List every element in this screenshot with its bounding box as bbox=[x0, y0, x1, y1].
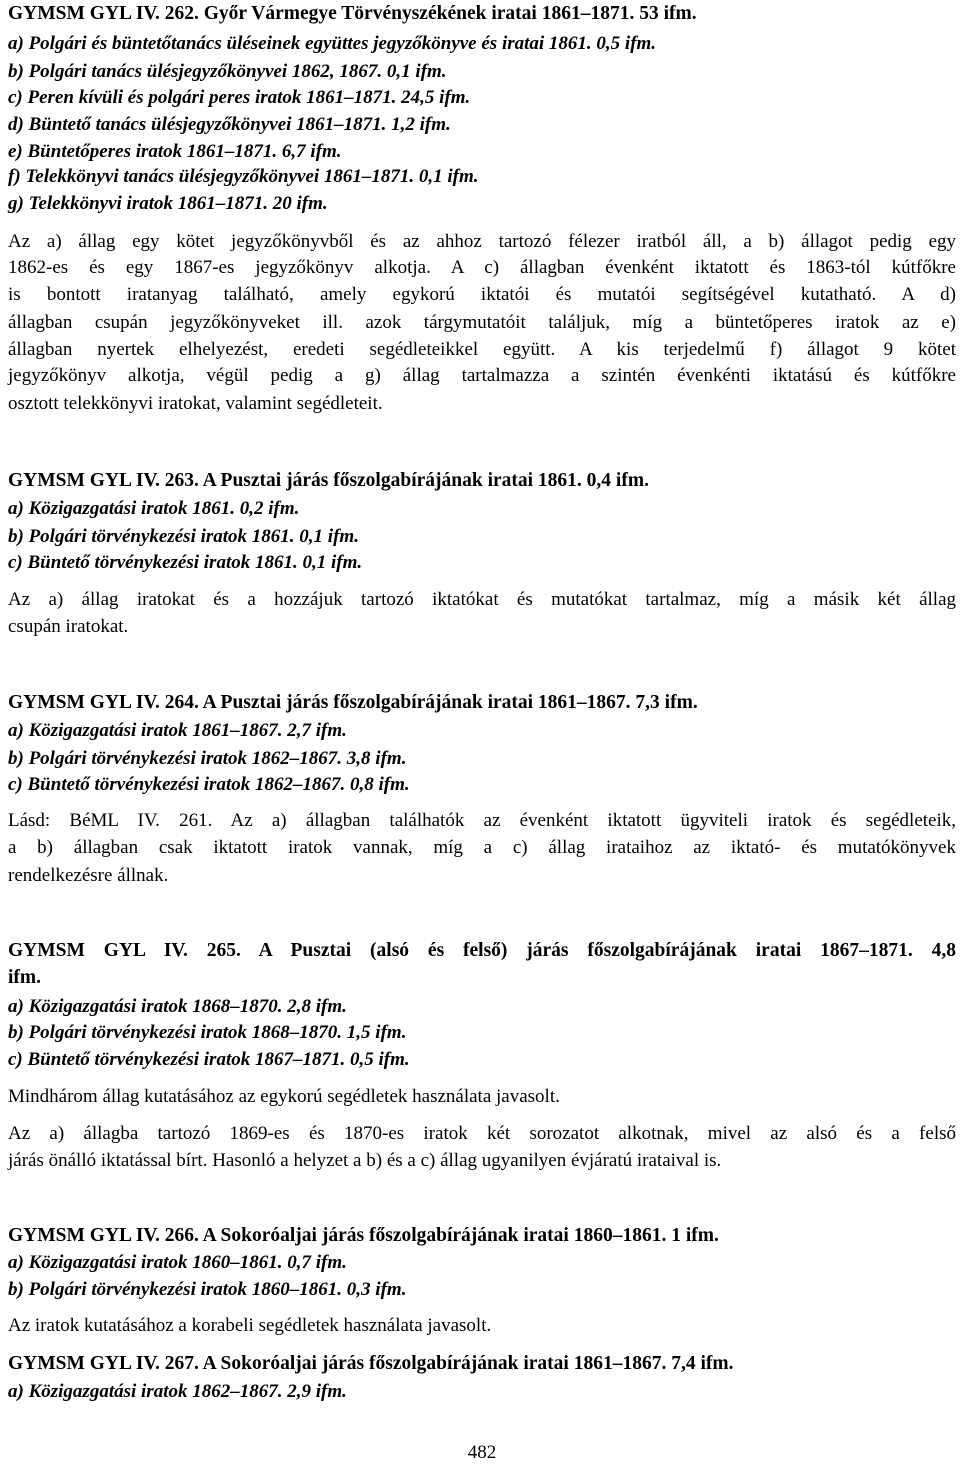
section-266-note: Az iratok kutatásához a korabeli segédletek használata javasolt. bbox=[8, 1315, 492, 1336]
section-264-heading: GYMSM GYL IV. 264. A Pusztai járás főszolgabírájának iratai 1861–1867. 7,3 ifm. bbox=[8, 692, 698, 713]
section-262-paragraph-line: állagban csupán jegyzőkönyveket ill. azok tárgymutatóit találjuk, míg a büntetőperes iratok az e) bbox=[8, 312, 956, 333]
section-265-item-a: a) Közigazgatási iratok 1868–1870. 2,8 ifm. bbox=[8, 996, 347, 1017]
section-262-item-b: b) Polgári tanács ülésjegyzőkönyvei 1862, 1867. 0,1 ifm. bbox=[8, 61, 447, 82]
section-266-heading: GYMSM GYL IV. 266. A Sokoróaljai járás főszolgabírájának iratai 1860–1861. 1 ifm. bbox=[8, 1225, 719, 1246]
section-262-item-g: g) Telekkönyvi iratok 1861–1871. 20 ifm. bbox=[8, 193, 328, 214]
section-262-item-f: f) Telekkönyvi tanács ülésjegyzőkönyvei 1861–1871. 0,1 ifm. bbox=[8, 166, 479, 187]
section-263-paragraph-line: Az a) állag iratokat és a hozzájuk tartozó iktatókat és mutatókat tartalmaz, míg a másik két állag bbox=[8, 589, 956, 610]
section-264-paragraph-line: Lásd: BéML IV. 261. Az a) állagban találhatók az évenként iktatott ügyviteli iratok és segédleteik, bbox=[8, 810, 956, 831]
section-265-heading: GYMSM GYL IV. 265. A Pusztai (alsó és felső) járás főszolgabírájának iratai 1867–1871. 4,8 bbox=[8, 940, 956, 961]
section-262-item-e: e) Büntetőperes iratok 1861–1871. 6,7 ifm. bbox=[8, 141, 342, 162]
section-262-item-d: d) Büntető tanács ülésjegyzőkönyvei 1861–1871. 1,2 ifm. bbox=[8, 114, 451, 135]
section-265-item-c: c) Büntető törvénykezési iratok 1867–1871. 0,5 ifm. bbox=[8, 1049, 410, 1070]
section-266-item-b: b) Polgári törvénykezési iratok 1860–1861. 0,3 ifm. bbox=[8, 1279, 407, 1300]
section-262-paragraph-line: állagban nyertek elhelyezést, eredeti segédleteikkel együtt. A kis terjedelmű f) állagot 9 kötet bbox=[8, 339, 956, 360]
section-263-paragraph-line: csupán iratokat. bbox=[8, 616, 129, 637]
section-264-item-b: b) Polgári törvénykezési iratok 1862–1867. 3,8 ifm. bbox=[8, 748, 407, 769]
section-265-item-b: b) Polgári törvénykezési iratok 1868–1870. 1,5 ifm. bbox=[8, 1022, 407, 1043]
section-263-item-b: b) Polgári törvénykezési iratok 1861. 0,1 ifm. bbox=[8, 526, 359, 547]
section-265-paragraph-line: Az a) állagba tartozó 1869-es és 1870-es iratok két sorozatot alkotnak, mivel az alsó és a felső bbox=[8, 1123, 956, 1144]
page-number: 482 bbox=[467, 1442, 497, 1463]
section-262-paragraph-line: jegyzőkönyv alkotja, végül pedig a g) állag tartalmazza a szintén évenkénti iktatású és kútfőkre bbox=[8, 365, 956, 386]
section-262-item-c: c) Peren kívüli és polgári peres iratok 1861–1871. 24,5 ifm. bbox=[8, 87, 471, 108]
section-265-note: Mindhárom állag kutatásához az egykorú segédletek használata javasolt. bbox=[8, 1086, 560, 1107]
section-264-paragraph-line: rendelkezésre állnak. bbox=[8, 865, 169, 886]
section-262-paragraph-line: Az a) állag egy kötet jegyzőkönyvből és az ahhoz tartozó félezer iratból áll, a b) állagot pedig egy bbox=[8, 231, 956, 252]
section-262-item-a: a) Polgári és büntetőtanács üléseinek együttes jegyzőkönyve és iratai 1861. 0,5 ifm. bbox=[8, 33, 657, 54]
section-267-heading: GYMSM GYL IV. 267. A Sokoróaljai járás főszolgabírájának iratai 1861–1867. 7,4 ifm. bbox=[8, 1353, 734, 1374]
section-262-paragraph-line: 1862-es és egy 1867-es jegyzőkönyv alkotja. A c) állagban évenként iktatott és 1863-tól kútfőkre bbox=[8, 257, 956, 278]
section-264-paragraph-line: a b) állagban csak iktatott iratok vannak, míg a c) állag irataihoz az iktató- és mutatókönyvek bbox=[8, 837, 956, 858]
section-266-item-a: a) Közigazgatási iratok 1860–1861. 0,7 ifm. bbox=[8, 1252, 347, 1273]
section-267-item-a: a) Közigazgatási iratok 1862–1867. 2,9 ifm. bbox=[8, 1381, 347, 1402]
section-265-heading-continued: ifm. bbox=[8, 967, 42, 988]
section-262-paragraph-line: is bontott iratanyag található, amely egykorú iktatói és mutatói segítségével kutatható. A d) bbox=[8, 284, 956, 305]
section-263-heading: GYMSM GYL IV. 263. A Pusztai járás főszolgabírájának iratai 1861. 0,4 ifm. bbox=[8, 470, 649, 491]
section-263-item-a: a) Közigazgatási iratok 1861. 0,2 ifm. bbox=[8, 498, 300, 519]
section-263-item-c: c) Büntető törvénykezési iratok 1861. 0,1 ifm. bbox=[8, 552, 363, 573]
section-265-paragraph-line: járás önálló iktatással bírt. Hasonló a helyzet a b) és a c) állag ugyanilyen évjáratú irataival is. bbox=[8, 1150, 722, 1171]
section-262-heading: GYMSM GYL IV. 262. Győr Vármegye Törvényszékének iratai 1861–1871. 53 ifm. bbox=[8, 3, 697, 24]
section-262-paragraph-line: osztott telekkönyvi iratokat, valamint segédleteit. bbox=[8, 393, 383, 414]
section-264-item-c: c) Büntető törvénykezési iratok 1862–1867. 0,8 ifm. bbox=[8, 774, 410, 795]
section-264-item-a: a) Közigazgatási iratok 1861–1867. 2,7 ifm. bbox=[8, 720, 347, 741]
